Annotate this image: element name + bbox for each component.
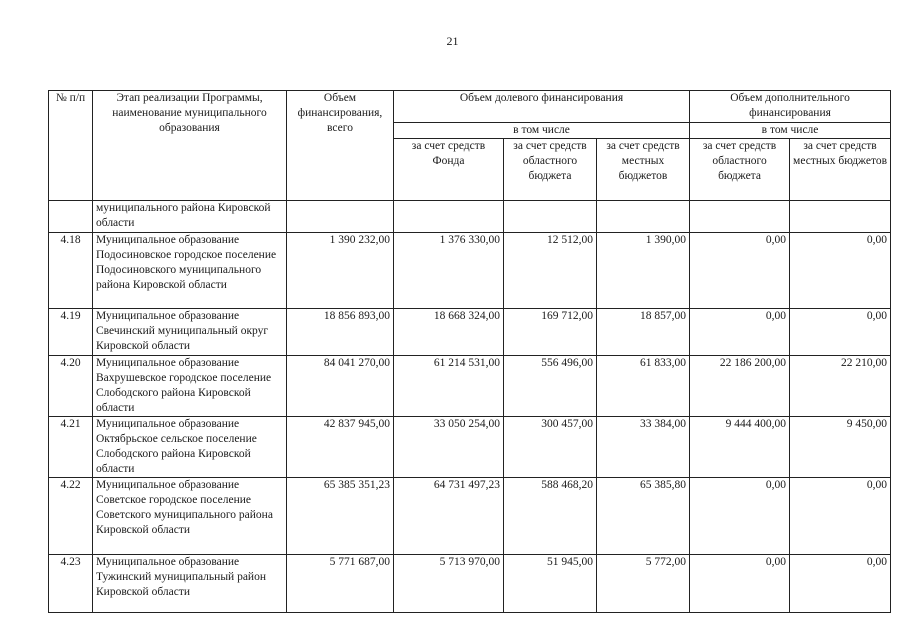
cell-add-regional: 22 186 200,00 [690, 356, 790, 417]
cell-add-regional: 0,00 [690, 555, 790, 613]
header-share-sub: в том числе [394, 123, 690, 139]
cell-fund: 33 050 254,00 [394, 417, 504, 478]
cell-fund: 64 731 497,23 [394, 478, 504, 555]
cell-local: 61 833,00 [597, 356, 690, 417]
cell-name: Муниципальное образование Подосиновское городское поселение Подосиновского муниципального района Кировской области [93, 233, 287, 309]
cell-add-regional: 0,00 [690, 309, 790, 356]
header-add-regional: за счет средств областного бюджета [690, 139, 790, 201]
header-total: Объем финансирования, всего [287, 91, 394, 201]
cell-total: 1 390 232,00 [287, 233, 394, 309]
cell-regional: 588 468,20 [504, 478, 597, 555]
cell-regional: 300 457,00 [504, 417, 597, 478]
cell-num: 4.23 [49, 555, 93, 613]
cell-total: 18 856 893,00 [287, 309, 394, 356]
cell-num: 4.20 [49, 356, 93, 417]
cell-regional: 556 496,00 [504, 356, 597, 417]
cell-total: 42 837 945,00 [287, 417, 394, 478]
cell-total: 84 041 270,00 [287, 356, 394, 417]
cell-name: Муниципальное образование Октябрьское сельское поселение Слободского района Кировской области [93, 417, 287, 478]
cell-add-local: 9 450,00 [790, 417, 891, 478]
header-add-local: за счет средств местных бюджетов [790, 139, 891, 201]
cell-name: Муниципальное образование Советское городское поселение Советского муниципального района Кировской области [93, 478, 287, 555]
header-stage: Этап реализации Программы, наименование муниципального образования [93, 91, 287, 201]
cell-num: 4.19 [49, 309, 93, 356]
cell-local: 1 390,00 [597, 233, 690, 309]
cell-regional: 51 945,00 [504, 555, 597, 613]
table-row-continuation [49, 201, 891, 233]
cell-num [49, 201, 93, 233]
cell-add-local: 0,00 [790, 555, 891, 613]
cell-num: 4.21 [49, 417, 93, 478]
page-number: 21 [446, 34, 459, 48]
cell-add-local: 0,00 [790, 309, 891, 356]
cell-local: 18 857,00 [597, 309, 690, 356]
cell-num: 4.22 [49, 478, 93, 555]
header-regional: за счет средств областного бюджета [504, 139, 597, 201]
cell-fund: 61 214 531,00 [394, 356, 504, 417]
header-local: за счет средств местных бюджетов [597, 139, 690, 201]
table-row [49, 417, 891, 478]
cell-local: 65 385,80 [597, 478, 690, 555]
header-share-group: Объем долевого финансирования [394, 91, 690, 123]
table-row [49, 478, 891, 555]
header-num: № п/п [49, 91, 93, 201]
cell-regional: 12 512,00 [504, 233, 597, 309]
cell-fund: 18 668 324,00 [394, 309, 504, 356]
cell-add-regional: 9 444 400,00 [690, 417, 790, 478]
cell-total: 65 385 351,23 [287, 478, 394, 555]
cell-name: Муниципальное образование Свечинский муниципальный округ Кировской области [93, 309, 287, 356]
header-add-sub: в том числе [690, 123, 891, 139]
cell-regional: 169 712,00 [504, 309, 597, 356]
cell-add-local: 0,00 [790, 233, 891, 309]
cell-total: 5 771 687,00 [287, 555, 394, 613]
cell-add-local: 22 210,00 [790, 356, 891, 417]
cell-local: 5 772,00 [597, 555, 690, 613]
table-row [49, 309, 891, 356]
table-row [49, 233, 891, 309]
cell-name: Муниципальное образование Вахрушевское городское поселение Слободского района Кировской области [93, 356, 287, 417]
cell-num: 4.18 [49, 233, 93, 309]
header-add-group: Объем дополнительного финансирования [690, 91, 891, 123]
cell-name: муниципального района Кировской области [93, 201, 287, 233]
cell-add-local: 0,00 [790, 478, 891, 555]
table-row [49, 555, 891, 613]
financing-table [48, 90, 891, 613]
cell-fund: 5 713 970,00 [394, 555, 504, 613]
table-row [49, 356, 891, 417]
cell-add-regional: 0,00 [690, 478, 790, 555]
cell-local: 33 384,00 [597, 417, 690, 478]
cell-name: Муниципальное образование Тужинский муниципальный район Кировской области [93, 555, 287, 613]
cell-fund: 1 376 330,00 [394, 233, 504, 309]
header-fund: за счет средств Фонда [394, 139, 504, 201]
cell-add-regional: 0,00 [690, 233, 790, 309]
